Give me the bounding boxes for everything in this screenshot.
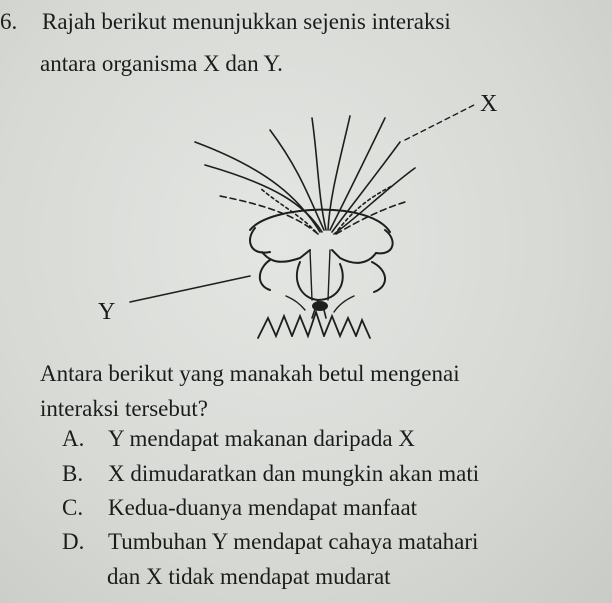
option-text: X dimudaratkan dan mungkin akan mati	[108, 461, 480, 486]
option-d-continuation: dan X tidak mendapat mudarat	[107, 564, 391, 589]
question-prompt-line-1: Antara berikut yang manakah betul mengenai	[40, 361, 460, 386]
option-text: Y mendapat makanan daripada X	[108, 426, 415, 451]
pointer-line-y	[130, 276, 250, 302]
label-y: Y	[98, 299, 116, 325]
epiphyte-x-leaves	[195, 116, 415, 234]
question-prompt-line-2: interaksi tersebut?	[40, 396, 208, 421]
host-tree-knot	[312, 301, 328, 311]
pointer-line-x	[405, 104, 476, 140]
option-letter: D.	[62, 529, 85, 554]
option-letter: A.	[62, 426, 85, 451]
option-letter: C.	[62, 495, 84, 520]
question-number: 6.	[0, 9, 18, 34]
host-tree-roots	[258, 312, 370, 338]
option-text: Tumbuhan Y mendapat cahaya matahari	[108, 529, 479, 554]
option-letter: B.	[62, 461, 84, 486]
question-stem-line-2: antara organisma X dan Y.	[40, 51, 283, 76]
option-text: Kedua-duanya mendapat manfaat	[108, 495, 418, 520]
label-x: X	[480, 91, 498, 117]
question-stem-line-1: Rajah berikut menunjukkan sejenis interaksi	[42, 9, 451, 34]
